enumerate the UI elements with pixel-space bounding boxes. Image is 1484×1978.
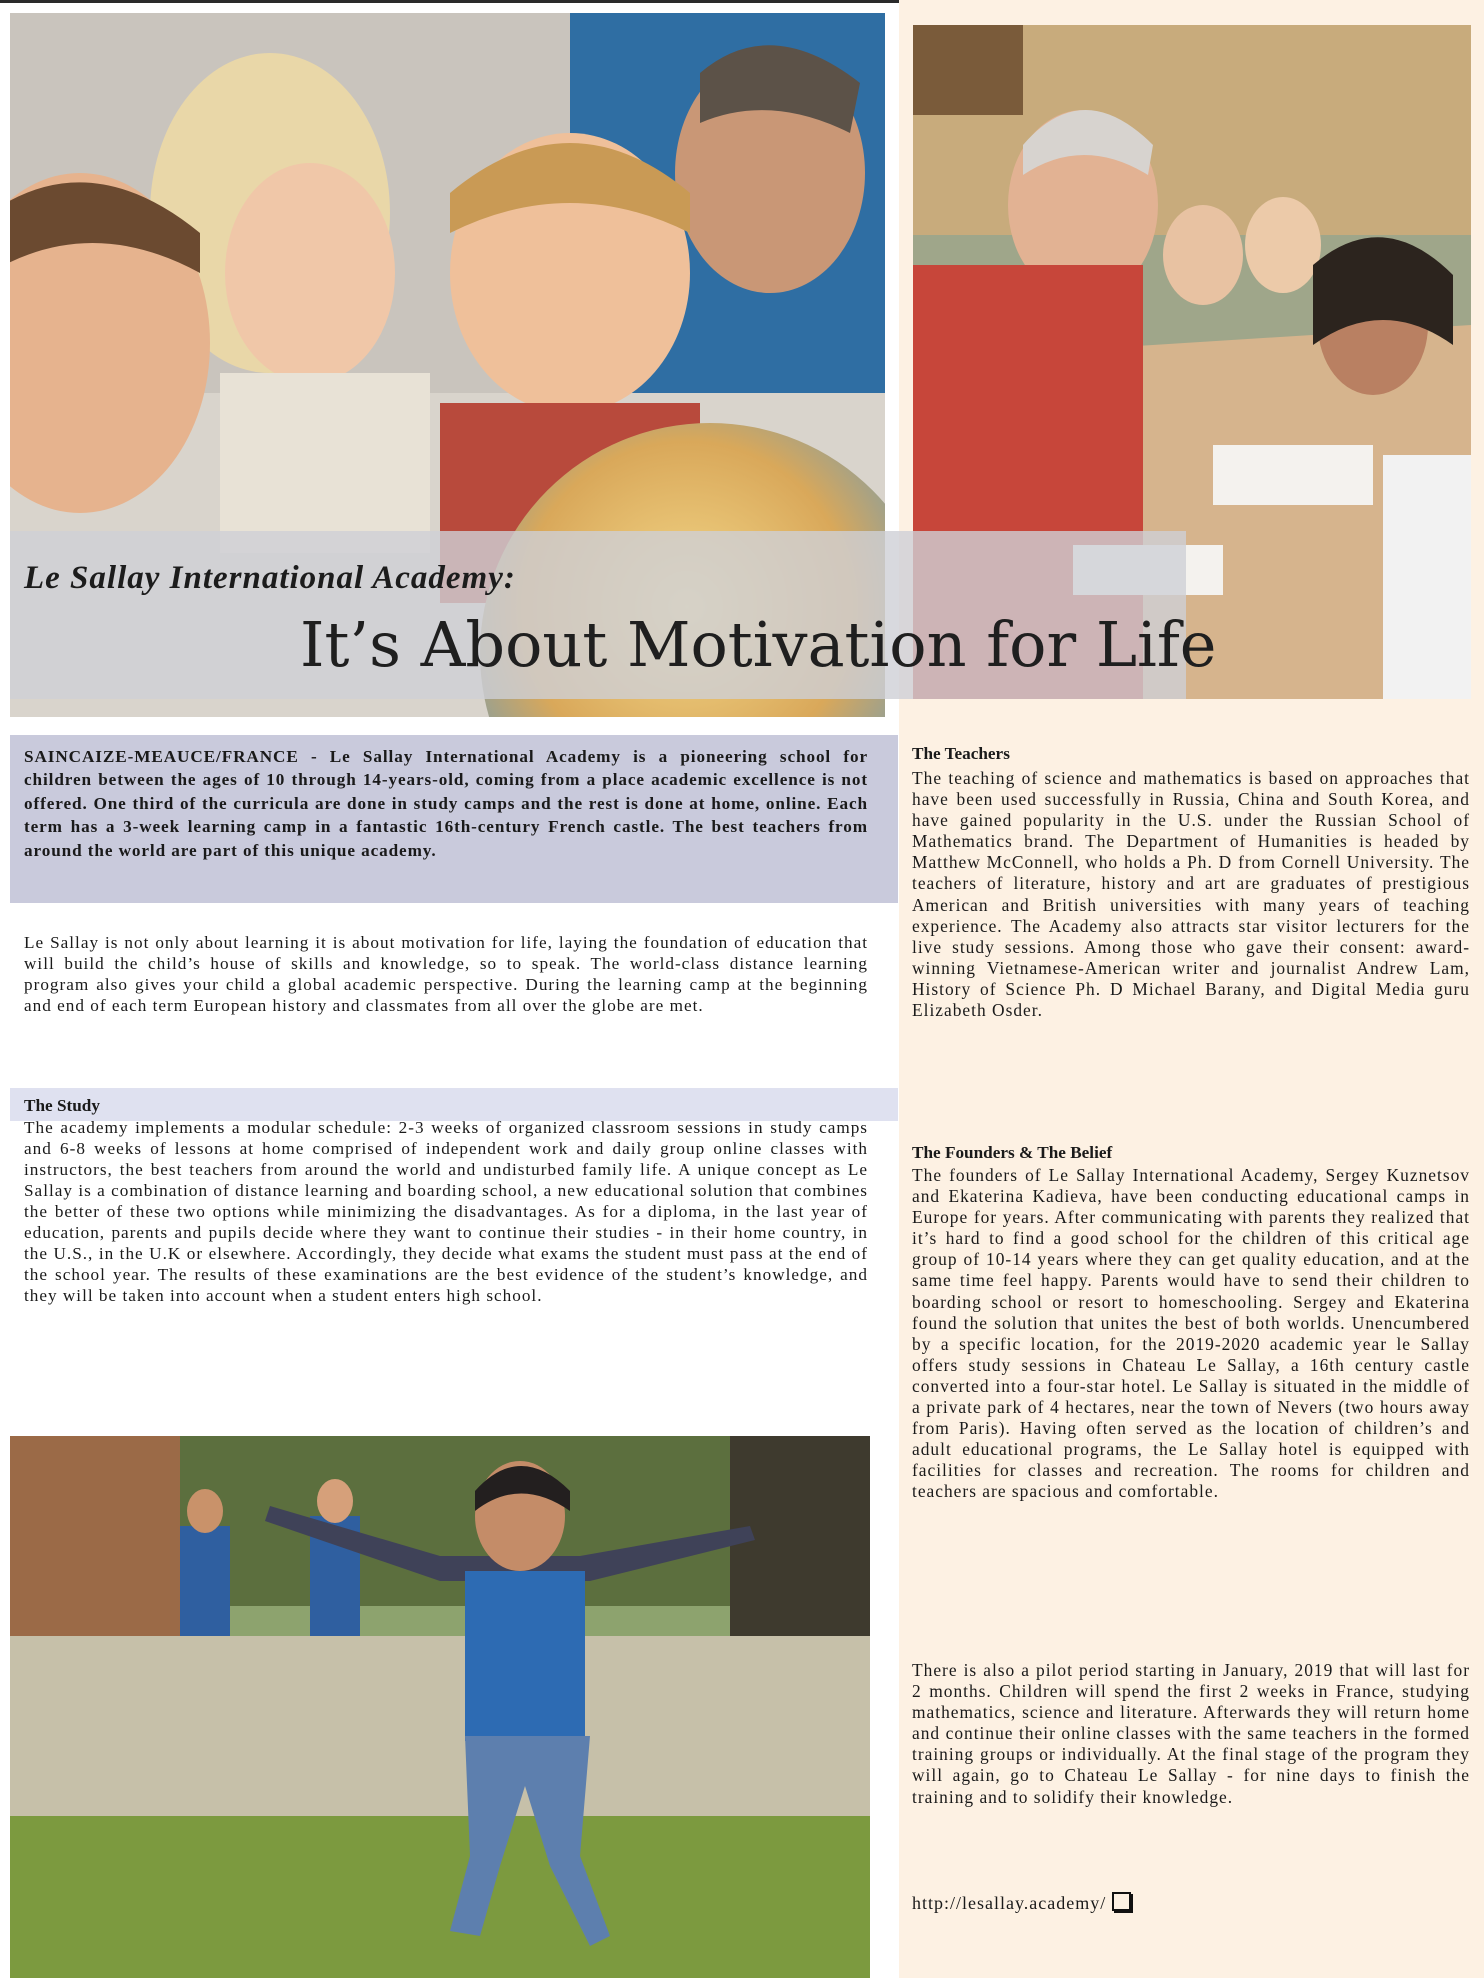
academy-url[interactable]: http://lesallay.academy/ — [912, 1893, 1107, 1913]
study-heading: The Study — [24, 1096, 100, 1115]
article-headline: It’s About Motivation for Life — [300, 608, 1217, 681]
lead-paragraph: SAINCAIZE-MEAUCE/FRANCE - Le Sallay International Academy is a pioneering school for children between the ages of 10 through 14-years-old, coming from a place academic excellence is not offered. One third of the curricula are done in study camps and the rest is done at home, online. Each term has a 3-week learning camp in a fantastic 16th-century French castle. The best teachers from around the world are part of this unique academy. — [24, 747, 868, 860]
study-paragraph: The academy implements a modular schedule: 2-3 weeks of organized classroom sessions in study camps and 6-8 weeks of lessons at home comprised of independent work and daily group online classes with instructors, the best teachers from around the world and undisturbed family life. A unique concept as Le Sallay is a combination of distance learning and boarding school, a new educational solution that combines the better of these two options while minimizing the disadvantages. As for a diploma, in the last year of education, parents and pupils decide where they want to continue their studies - in their home country, in the U.S., in the U.K or elsewhere. Accordingly, they decide what exams the student must pass at the end of the school year. The results of these examinations are the best evidence of the student’s knowledge, and they will be taken into account when a student enters high school. — [24, 1118, 868, 1305]
founders-paragraph: The founders of Le Sallay International Academy, Sergey Kuznetsov and Ekaterina Kadieva, have been conducting educational camps in Europe for years. After communicating with parents they realized that it’s hard to find a good school for the children of this critical age group of 10-14 years where they can get quality education, and at the same time feel happy. Parents would have to send their children to boarding school or resort to homeschooling. Sergey and Ekaterina found the solution that unites the best of both worlds. Unencumbered by a specific location, for the 2019-2020 academic year le Sallay offers study sessions in Chateau Le Sallay, a 16th century castle converted into a four-star hotel. Le Sallay is situated in the middle of a private park of 4 hectares, near the town of Nevers (two hours away from Paris). Having often served as the location of children’s and adult educational programs, the Le Sallay hotel is equipped with facilities for classes and recreation. The rooms for children and teachers are spacious and comfortable. — [912, 1165, 1470, 1502]
hollow-square-icon — [1112, 1892, 1131, 1911]
url-line — [912, 1892, 1131, 1914]
intro-paragraph: Le Sallay is not only about learning it is about motivation for life, laying the foundation of education that will build the child’s house of skills and knowledge, so to speak. The world-class distance learning program also gives your child a global academic perspective. During the learning camp at the beginning and end of each term European history and classmates from all over the globe are met. — [24, 933, 868, 1015]
photo-running-student — [10, 1436, 870, 1978]
article-kicker: Le Sallay International Academy: — [24, 560, 516, 596]
teachers-heading: The Teachers — [912, 744, 1010, 763]
founders-heading: The Founders & The Belief — [912, 1143, 1113, 1162]
teachers-paragraph: The teaching of science and mathematics is based on approaches that have been used successfully in Russia, China and South Korea, and have gained popularity in the U.S. under the Russian School of Mathematics brand. The Department of Humanities is headed by Matthew McConnell, who holds a Ph. D from Cornell University. The teachers of literature, history and art are graduates of prestigious American and British universities with many years of teaching experience. The Academy also attracts star visitor lecturers for the live study sessions. Among those who gave their consent: award-winning Vietnamese-American writer and journalist Andrew Lam, History of Science Ph. D Michael Barany, and Digital Media guru Elizabeth Osder. — [912, 768, 1470, 1021]
pilot-paragraph: There is also a pilot period starting in January, 2019 that will last for 2 months. Children will spend the first 2 weeks in France, studying mathematics, science and literature. Afterwards they will return home and continue their online classes with the same teachers in the formed training groups or individually. At the final stage of the program they will again, go to Chateau Le Sallay - for nine days to finish the training and to solidify their knowledge. — [912, 1660, 1470, 1807]
